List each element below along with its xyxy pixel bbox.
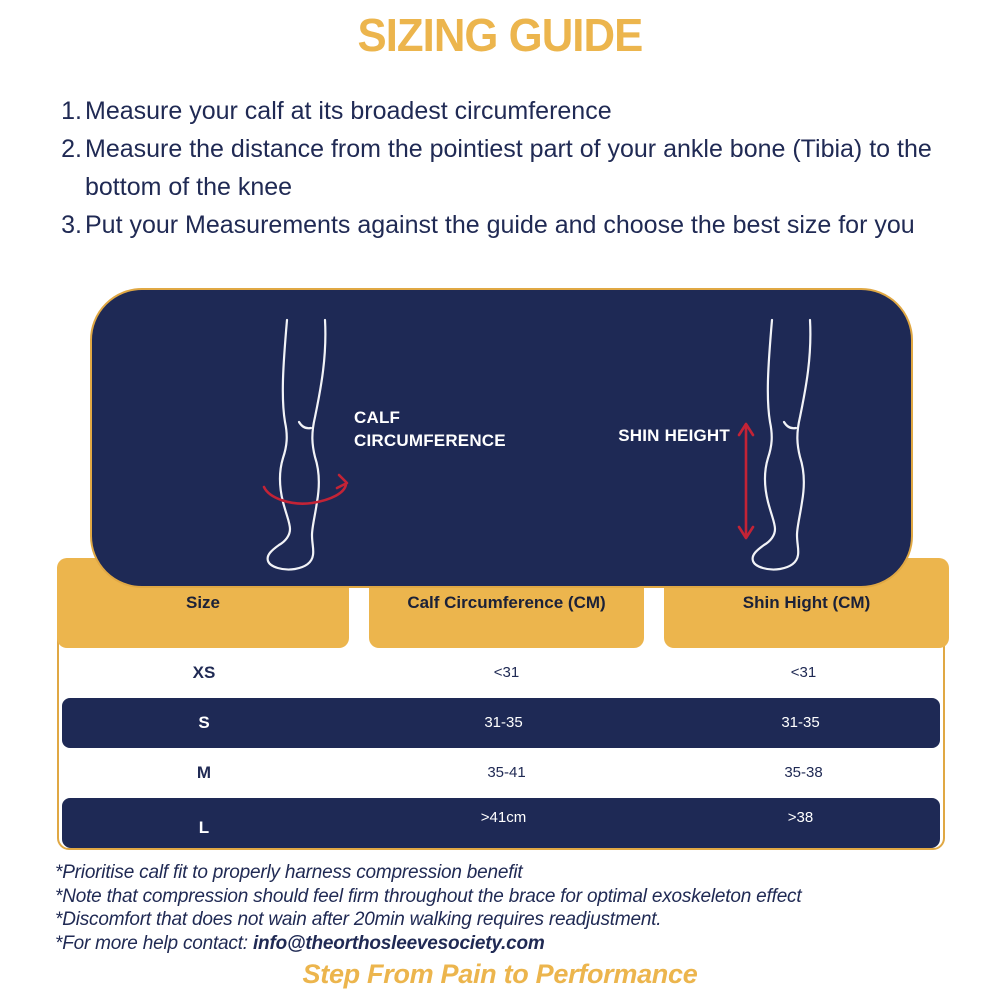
- page-title: SIZING GUIDE: [357, 9, 643, 61]
- footnotes: [55, 861, 965, 955]
- instruction-list: [52, 92, 957, 244]
- table-row-s: [62, 698, 940, 748]
- shin-height-label: SHIN HEIGHT: [618, 426, 730, 445]
- shin-cell: 31-35: [781, 714, 820, 731]
- size-table: [57, 558, 945, 850]
- size-cell: XS: [192, 663, 216, 682]
- header-shin-height: Shin Hight (CM): [664, 558, 949, 648]
- note-line: *Note that compression should feel firm throughout the brace for optimal exoskeleton effect: [55, 885, 802, 907]
- tagline: Step From Pain to Performance: [302, 959, 698, 989]
- calf-circumference-label: CALF CIRCUMFERENCE: [354, 408, 506, 450]
- step-number: 2.: [61, 135, 82, 163]
- header-size: Size: [57, 558, 349, 648]
- size-cell: M: [196, 763, 212, 782]
- right-leg-illustration: [740, 316, 840, 576]
- step-text: Measure your calf at its broadest circumference: [85, 97, 612, 125]
- step-text: Put your Measurements against the guide and choose the best size for you: [85, 211, 915, 239]
- step-text: Measure the distance from the pointiest part of your ankle bone (Tibia) to the bottom of the knee: [85, 135, 932, 201]
- calf-circumference-arrow-icon: [264, 475, 347, 504]
- measurement-diagram-panel: [90, 288, 913, 588]
- note-line: *Discomfort that does not wain after 20min walking requires readjustment.: [55, 909, 662, 930]
- calf-cell: <31: [493, 664, 520, 681]
- contact-label: *For more help contact:: [55, 932, 253, 954]
- calf-cell: 35-41: [487, 764, 526, 781]
- calf-cell: 31-35: [484, 714, 523, 731]
- instruction-step-2: [52, 130, 957, 206]
- table-row-m: [59, 748, 943, 798]
- shin-cell: >38: [787, 809, 814, 826]
- left-leg-illustration: [255, 316, 355, 576]
- size-cell: L: [198, 818, 210, 837]
- header-calf-circumference: Calf Circumference (CM): [369, 558, 644, 648]
- contact-line: [55, 932, 965, 956]
- size-table-body: [59, 648, 943, 848]
- table-row-xs: [59, 648, 943, 698]
- table-row-l: [62, 798, 940, 848]
- instruction-step-3: [52, 206, 957, 244]
- shin-cell: 35-38: [784, 764, 823, 781]
- note-line: *Prioritise calf fit to properly harness compression benefit: [55, 862, 523, 883]
- contact-email: info@theorthosleevesociety.com: [252, 932, 545, 954]
- instruction-step-1: [52, 92, 957, 130]
- step-number: 1.: [61, 97, 82, 125]
- step-number: 3.: [61, 211, 82, 239]
- shin-cell: <31: [790, 664, 817, 681]
- size-cell: S: [198, 713, 210, 732]
- calf-cell: >41cm: [480, 809, 527, 826]
